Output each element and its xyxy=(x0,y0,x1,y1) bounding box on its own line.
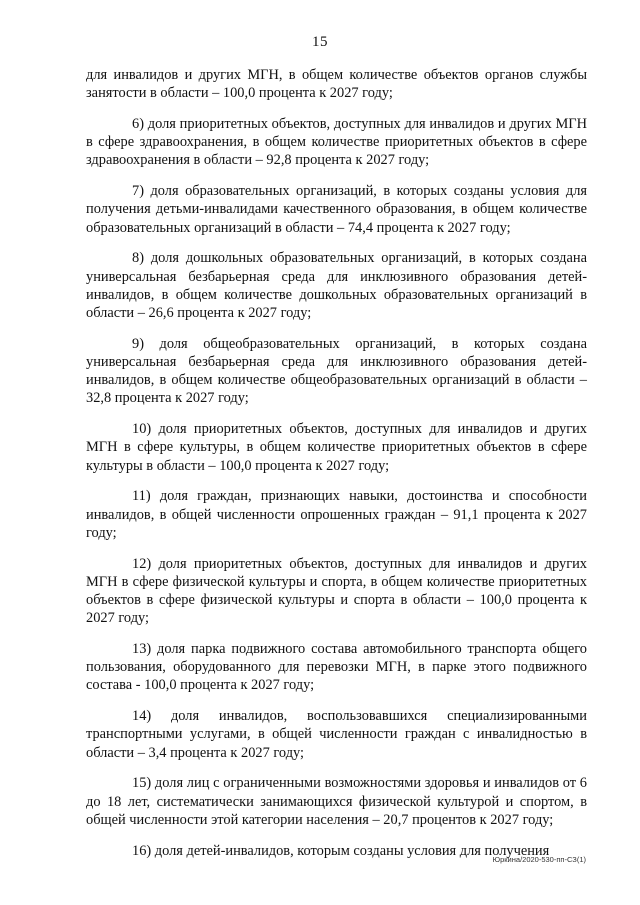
paragraph-item-7: 7) доля образовательных организаций, в которых созданы условия для получения детьми-инвалидами качественного образования, в общем количестве образовательных организаций в области – 74,4 процента к 2027 году; xyxy=(86,183,587,236)
paragraph-item-13: 13) доля парка подвижного состава автомобильного транспорта общего пользования, оборудованного для перевозки МГН, в парке этого подвижного состава - 100,0 процента к 2027 году; xyxy=(86,641,587,694)
page-number: 15 xyxy=(312,34,328,50)
paragraph-item-15: 15) доля лиц с ограниченными возможностями здоровья и инвалидов от 6 до 18 лет, систематически занимающихся физической культурой и спортом, в общей численности этой категории населения – 20,7 процентов к 2027 году; xyxy=(86,775,587,828)
document-body xyxy=(86,66,587,872)
paragraph-item-9: 9) доля общеобразовательных организаций, в которых создана универсальная безбарьерная среда для инклюзивного образования детей-инвалидов, в общем количестве общеобразовательных организаций в области – 32,8 процента к 2027 году; xyxy=(86,335,587,407)
paragraph-item-16: 16) доля детей-инвалидов, которым созданы условия для получения xyxy=(132,842,550,859)
paragraph-item-6: 6) доля приоритетных объектов, доступных для инвалидов и других МГН в сфере здравоохранения, в общем количестве приоритетных объектов в сфере здравоохранения в области – 92,8 процента к 2027 году; xyxy=(86,116,587,169)
paragraph-item-11: 11) доля граждан, признающих навыки, достоинства и способности инвалидов, в общей численности опрошенных граждан – 91,1 процента к 2027 году; xyxy=(86,488,587,541)
paragraph-item-8: 8) доля дошкольных образовательных организаций, в которых создана универсальная безбарьерная среда для инклюзивного образования детей-инвалидов, в общем количестве дошкольных образовательных организаций в области – 26,6 процента к 2027 году; xyxy=(86,250,587,322)
paragraph-item-14: 14) доля инвалидов, воспользовавшихся специализированными транспортными услугами, в общей численности граждан с инвалидностью в области – 3,4 процента к 2027 году; xyxy=(86,708,587,761)
paragraph-continuation: для инвалидов и других МГН, в общем количестве объектов органов службы занятости в области – 100,0 процента к 2027 году; xyxy=(86,67,587,102)
paragraph-item-10: 10) доля приоритетных объектов, доступных для инвалидов и других МГН в сфере культуры, в общем количестве приоритетных объектов в сфере культуры в области – 100,0 процента к 2027 году; xyxy=(86,421,587,474)
paragraph-item-12: 12) доля приоритетных объектов, доступных для инвалидов и других МГН в сфере физической культуры и спорта, в общем количестве приоритетных объектов в сфере физической культуры и спорта в области – 100,0 процента к 2027 году; xyxy=(86,555,587,627)
document-code-footer: Юркина/2020-530-пп-СЗ(1) xyxy=(492,855,586,864)
